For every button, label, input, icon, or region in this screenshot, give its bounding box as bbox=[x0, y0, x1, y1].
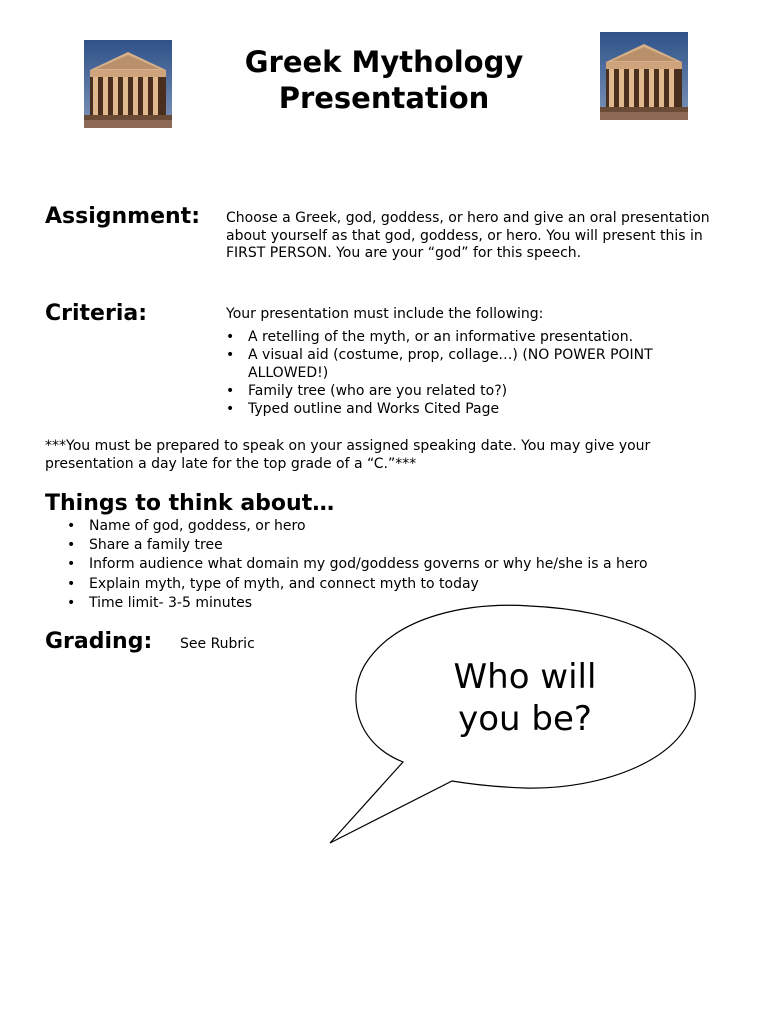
speech-bubble-text bbox=[420, 656, 630, 740]
temple-icon bbox=[84, 40, 172, 128]
list-item: • A visual aid (costume, prop, collage…) (NO POWER POINT ALLOWED!) bbox=[226, 346, 698, 382]
grading-text: See Rubric bbox=[180, 636, 255, 652]
assignment-heading: Assignment: bbox=[45, 204, 200, 229]
criteria-intro: Your presentation must include the following: bbox=[226, 306, 544, 322]
list-item: • A retelling of the myth, or an informative presentation. bbox=[226, 328, 698, 346]
grading-heading: Grading: bbox=[45, 629, 153, 654]
title-line-2: Presentation bbox=[278, 81, 490, 115]
list-item: • Share a family tree bbox=[67, 536, 727, 555]
criteria-list bbox=[226, 328, 698, 418]
list-item: • Inform audience what domain my god/goddess governs or why he/she is a hero bbox=[67, 555, 727, 574]
deadline-note: ***You must be prepared to speak on your assigned speaking date. You may give your presentation a day late for the top grade of a “C.”*** bbox=[45, 438, 651, 472]
criteria-heading: Criteria: bbox=[45, 301, 148, 326]
temple-image-left bbox=[84, 40, 172, 128]
list-item: • Name of god, goddess, or hero bbox=[67, 517, 727, 536]
assignment-text: Choose a Greek, god, goddess, or hero and give an oral presentation about yourself as that god, goddess, or hero. You will present this in FIRST PERSON. You are your “god” for this speech. bbox=[226, 210, 710, 261]
page-title bbox=[200, 44, 568, 116]
temple-icon bbox=[600, 32, 688, 120]
think-heading: Things to think about… bbox=[45, 491, 335, 516]
list-item: • Family tree (who are you related to?) bbox=[226, 382, 698, 400]
bubble-line-1: Who will bbox=[453, 657, 597, 697]
temple-image-right bbox=[600, 32, 688, 120]
list-item: • Time limit- 3-5 minutes bbox=[67, 594, 727, 613]
title-line-1: Greek Mythology bbox=[244, 45, 524, 79]
bubble-line-2: you be? bbox=[458, 699, 592, 739]
list-item: • Explain myth, type of myth, and connect myth to today bbox=[67, 575, 727, 594]
list-item: • Typed outline and Works Cited Page bbox=[226, 400, 698, 418]
